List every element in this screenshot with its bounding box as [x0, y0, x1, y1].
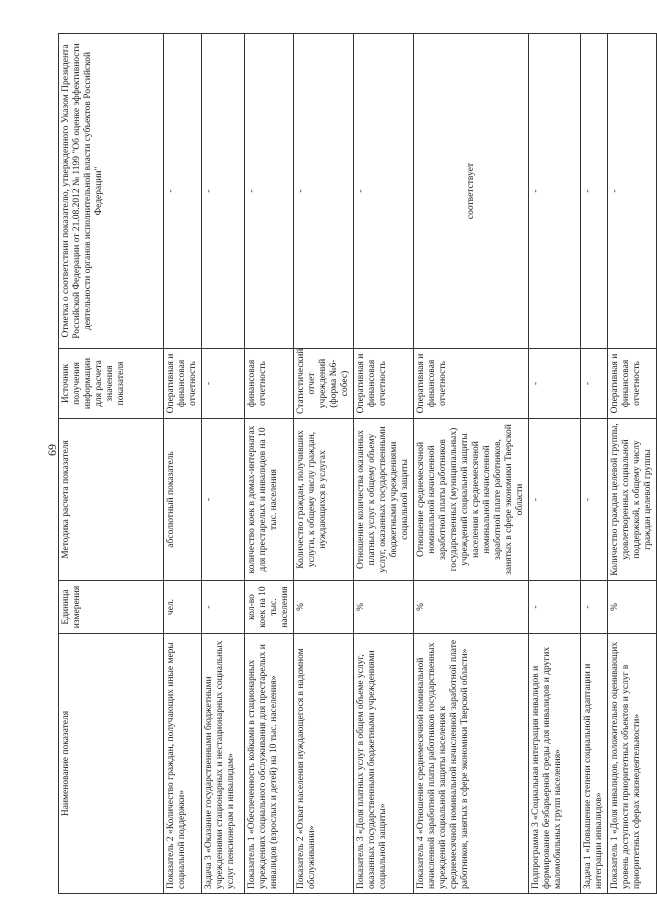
table-row — [354, 34, 414, 894]
cell-source: Оперативная и финансовая отчетность — [354, 349, 414, 419]
page-number: 69 — [45, 444, 59, 456]
cell-method: - — [581, 419, 608, 581]
table-row — [294, 34, 354, 894]
cell-name: Показатель 1 «Обеспеченность койками в стационарных учреждениях социального обслуживания для престарелых и инвалидов (взрослых и детей) на 10 тыс. населения» — [245, 634, 294, 894]
cell-unit: % — [294, 581, 354, 634]
cell-source: финансовая отчетность — [245, 349, 294, 419]
rotated-table-wrapper — [58, 34, 653, 894]
cell-source: - — [581, 349, 608, 419]
table-header-row — [59, 34, 164, 894]
cell-name: Показатель 1 «Доля инвалидов, положительно оценивающих уровень доступности приоритетных объектов и услуг в приоритетных сферах жизнедеятельности» — [608, 634, 657, 894]
cell-method: Количество граждан целевой группы, удовлетворенных социальной поддержкой, к общему числу граждан целевой группы — [608, 419, 657, 581]
cell-compliance: - — [245, 34, 294, 349]
cell-name: Задача 3 «Оказание государственными бюджетными учреждениями стационарных и нестационарных социальных услуг пенсионерам и инвалидам» — [202, 634, 245, 894]
header-unit: Единица измерения — [59, 581, 164, 634]
cell-compliance: - — [354, 34, 414, 349]
cell-source: Оперативная и финансовая отчетность — [608, 349, 657, 419]
table-row — [608, 34, 657, 894]
cell-method: количество коек в домах-интернатах для престарелых и инвалидов на 10 тыс. населения — [245, 419, 294, 581]
table-row — [581, 34, 608, 894]
cell-name: Показатель 4 «Отношение среднемесячной номинальной начисленной заработной платы работников государственных учреждений социальной защиты населения к среднемесячной номинальной начисленной заработной плате работников, занятых в сфере экономики Тверской области» — [414, 634, 529, 894]
cell-method: - — [202, 419, 245, 581]
cell-unit: % — [354, 581, 414, 634]
cell-method: абсолютный показатель — [164, 419, 202, 581]
cell-source: Статистический отчет учреждений (форма №6-собес) — [294, 349, 354, 419]
cell-method: Отношение среднемесячной номинальной начисленной заработной платы работников государственных (муниципальных) учреждений социальной защиты населения к среднемесячной номинальной начисленной заработной плате работников, занятых в сфере экономики Тверской области — [414, 419, 529, 581]
cell-name: Показатель 2 «Количество граждан, получающих иные меры социальной поддержки» — [164, 634, 202, 894]
table-row — [529, 34, 581, 894]
cell-unit: кол-во коек на 10 тыс. населения — [245, 581, 294, 634]
cell-unit: - — [581, 581, 608, 634]
cell-name: Показатель 2 «Охват населения нуждающегося в надомном обслуживании» — [294, 634, 354, 894]
cell-compliance: - — [608, 34, 657, 349]
cell-name: Показатель 3 «Доля платных услуг в общем объеме услуг, оказанных государственными бюджетными учреждениями социальной защиты» — [354, 634, 414, 894]
cell-name: Задача 1 «Повышение степени социальной адаптации и интеграции инвалидов» — [581, 634, 608, 894]
cell-compliance: - — [581, 34, 608, 349]
indicators-table — [58, 33, 657, 894]
cell-method: Отношение количества оказанных платных услуг к общему объему услуг, оказанных государственными бюджетными учреждениями социальной защиты — [354, 419, 414, 581]
table-row — [202, 34, 245, 894]
cell-compliance: - — [202, 34, 245, 349]
table-row — [414, 34, 529, 894]
cell-method: Количество граждан, получивших услуги, к общему числу граждан, нуждающихся в услугах — [294, 419, 354, 581]
header-compliance: Отметка о соответствии показателю, утвержденного Указом Президента Российской Федерации от 21.08.2012 № 1199 "Об оценке эффективности деятельности органов исполнительной власти субъектов Российской Федерации" — [59, 34, 164, 349]
cell-unit: - — [529, 581, 581, 634]
cell-name: Подпрограмма 3 «Социальная интеграция инвалидов и формирование безбарьерной среды для инвалидов и других маломобильных групп населения» — [529, 634, 581, 894]
cell-source: Оперативная и финансовая отчетность — [164, 349, 202, 419]
cell-compliance: - — [164, 34, 202, 349]
cell-source: - — [202, 349, 245, 419]
cell-compliance: - — [294, 34, 354, 349]
cell-unit: - — [202, 581, 245, 634]
cell-unit: % — [414, 581, 529, 634]
header-source: Источник получения информации для расчета значения показателя — [59, 349, 164, 419]
cell-method: - — [529, 419, 581, 581]
cell-unit: чел. — [164, 581, 202, 634]
table-row — [164, 34, 202, 894]
cell-compliance: - — [529, 34, 581, 349]
cell-compliance: соответствует — [414, 34, 529, 349]
cell-source: Оперативная и финансовая отчетность — [414, 349, 529, 419]
cell-unit: % — [608, 581, 657, 634]
header-method: Методика расчета показателя — [59, 419, 164, 581]
table-row — [245, 34, 294, 894]
header-name: Наименование показателя — [59, 634, 164, 894]
cell-source: - — [529, 349, 581, 419]
